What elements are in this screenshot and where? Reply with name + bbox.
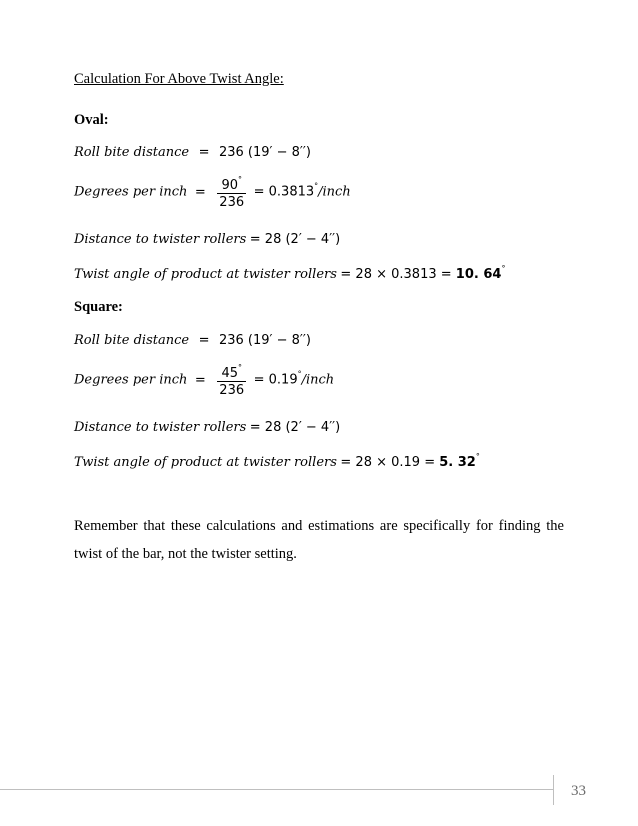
page-number: 33 — [571, 783, 586, 799]
roll-bite-label: Roll bite distance — [74, 333, 190, 348]
degrees-label: Degrees per inch — [74, 184, 188, 200]
twist-expression: = 28 × 0.19 = — [340, 455, 440, 470]
degree-mark: ° — [475, 452, 480, 461]
roll-bite-value: 236 (19′ − 8′′) — [218, 333, 311, 348]
closing-paragraph: Remember that these calculations and estimations are specifically for finding the twist of the bar, not the twister setting. — [74, 518, 564, 562]
equals-sign: = — [194, 184, 206, 200]
square-roll-bite-equation — [74, 334, 311, 348]
twist-result: 5. 32 — [439, 455, 476, 470]
twist-expression: = 28 × 0.3813 = — [340, 267, 456, 282]
roll-bite-label: Roll bite distance — [74, 145, 190, 160]
square-distance-equation — [74, 421, 340, 435]
oval-roll-bite-equation — [74, 146, 311, 160]
degrees-unit: /inch — [301, 372, 335, 388]
degrees-result: = 0.19 — [253, 372, 298, 388]
oval-twist-equation — [74, 265, 505, 282]
equals-sign: = — [194, 372, 206, 388]
twist-label: Twist angle of product at twister rollers — [74, 455, 337, 470]
calculation-heading: Calculation For Above Twist Angle: — [74, 71, 284, 87]
fraction-numerator: 90° — [217, 176, 246, 194]
twist-label: Twist angle of product at twister rollers — [74, 267, 337, 282]
roll-bite-value: 236 (19′ − 8′′) — [218, 145, 311, 160]
degrees-result: = 0.3813 — [253, 184, 315, 200]
square-degrees-equation — [74, 364, 334, 397]
square-twist-equation — [74, 453, 480, 470]
oval-degrees-equation — [74, 176, 351, 209]
oval-section-title: Oval: — [74, 112, 109, 128]
degrees-fraction — [217, 364, 246, 397]
degrees-fraction — [217, 176, 246, 209]
equals-sign: = — [198, 333, 210, 348]
degrees-label: Degrees per inch — [74, 372, 188, 388]
distance-label: Distance to twister rollers — [74, 232, 247, 247]
degrees-unit: /inch — [318, 184, 351, 200]
distance-value: = 28 (2′ − 4′′) — [249, 232, 341, 247]
fraction-numerator: 45° — [217, 364, 246, 382]
distance-label: Distance to twister rollers — [74, 420, 247, 435]
twist-result: 10. 64 — [455, 267, 502, 282]
square-section-title: Square: — [74, 299, 123, 315]
degree-mark: ° — [297, 369, 302, 379]
footer-divider — [0, 789, 553, 790]
fraction-denominator: 236 — [219, 195, 245, 210]
equals-sign: = — [198, 145, 210, 160]
degree-mark: ° — [314, 181, 319, 191]
distance-value: = 28 (2′ − 4′′) — [249, 420, 341, 435]
degree-mark: ° — [501, 264, 506, 273]
oval-distance-equation — [74, 233, 340, 247]
fraction-denominator: 236 — [219, 383, 245, 398]
